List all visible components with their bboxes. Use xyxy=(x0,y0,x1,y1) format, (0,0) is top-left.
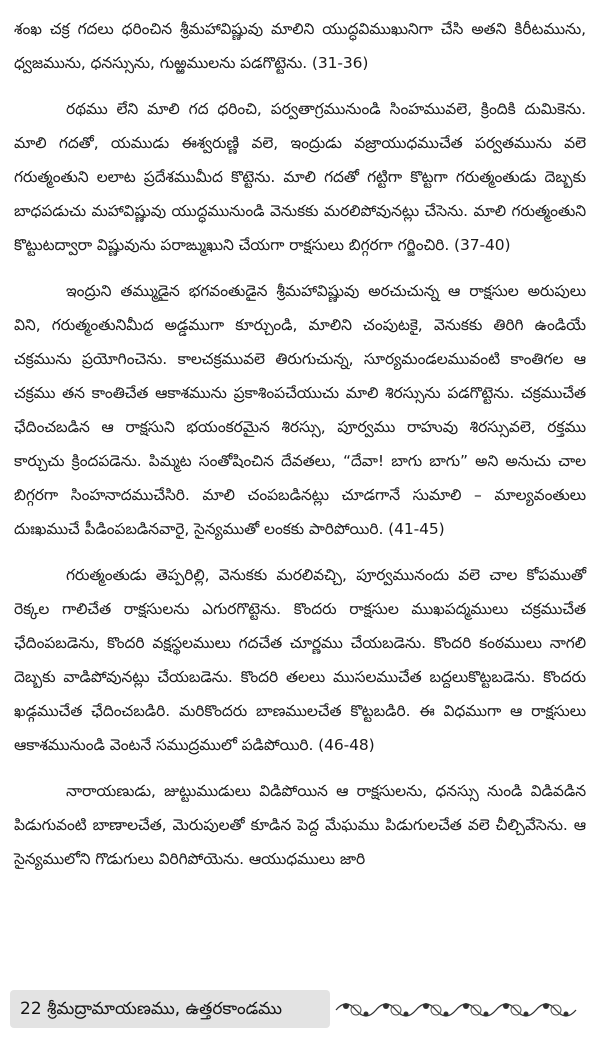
body-text xyxy=(14,12,586,888)
paragraph-4: గరుత్మంతుడు తెప్పరిల్లి, వెనుకకు మరలివచ్చి, పూర్వమునందు వలె చాల కోపముతో రెక్కల గాలిచేత రాక్షసులను ఎగురగొట్టెను. కొందరు రాక్షసుల ముఖపద్మములు చక్రముచేత ఛేదింపబడెను, కొందరి వక్షస్థలములు గదచేత చూర్ణము చేయబడెను. కొందరి కంఠములు నాగలి దెబ్బకు వాడిపోవునట్లు చేయబడెను. కొందరి తలలు ముసలముచేత బద్దలుకొట్టబడెను. కొందరు ఖడ్గముచేత ఛేదించబడిరి. మరికొందరు బాణములచేత కొట్టబడిరి. ఈ విధముగా ఆ రాక్షసులు ఆకాశమునుండి వెంటనే సముద్రములో పడిపోయిరి. (46-48) xyxy=(14,566,586,754)
paragraph-2: రథము లేని మాలి గద ధరించి, పర్వతాగ్రమునుండి సింహమువలె, క్రిందికి దుమికెను. మాలి గదతో, యముడు ఈశ్వరుణ్ణి వలె, ఇంద్రుడు వజ్రాయుధముచేత పర్వతమును వలె గరుత్మంతుని లలాట ప్రదేశముమీద కొట్టెను. మాలి గదతో గట్టిగా కొట్టగా గరుత్మంతుడు దెబ్బకు బాధపడుచు మహావిష్ణువు యుద్ధమునుండి వెనుకకు మరలిపోవునట్లు చేసెను. మాలి గరుత్మంతుని కొట్టుటద్వారా విష్ణువును పరాఙ్ముఖుని చేయగా రాక్షసులు బిగ్గరగా గర్జించిరి. (37-40) xyxy=(14,100,586,254)
footer-label: 22 శ్రీమద్రామాయణము, ఉత్తరకాండము xyxy=(20,999,283,1019)
floral-ornament-icon xyxy=(332,994,588,1024)
paragraph-5: నారాయణుడు, జుట్టుముడులు విడిపోయిన ఆ రాక్షసులను, ధనస్సు నుండి విడివడిన పిడుగువంటి బాణాలచేత, మెరుపులతో కూడిన పెద్ద మేఘము పిడుగులచేత వలె చీల్చివేసెను. ఆ సైన్యములోని గొడుగులు విరిగిపోయెను. ఆయుధములు జారి xyxy=(14,782,586,868)
page-footer xyxy=(10,990,590,1034)
paragraph-1: శంఖ చక్ర గదలు ధరించిన శ్రీమహావిష్ణువు మాలిని యుద్ధవిముఖునిగా చేసి అతని కిరీటమును, ధ్వజమును, ధనస్సును, గుఱ్ఱములను పడగొట్టెను. (31-36) xyxy=(14,20,586,72)
paragraph-3: ఇంద్రుని తమ్ముడైన భగవంతుడైన శ్రీమహావిష్ణువు అరచుచున్న ఆ రాక్షసుల అరుపులు విని, గరుత్మంతునిమీద అడ్డముగా కూర్చుండి, మాలిని చంపుటకై, వెనుకకు తిరిగి ఉండియే చక్రమును ప్రయోగించెను. కాలచక్రమువలె తిరుగుచున్న, సూర్యమండలమువంటి కాంతిగల ఆ చక్రము తన కాంతిచేత ఆకాశమును ప్రకాశింపచేయుచు మాలి శిరస్సును పడగొట్టెను. చక్రముచేత ఛేదించబడిన ఆ రాక్షసుని భయంకరమైన శిరస్సు, పూర్వము రాహువు శిరస్సువలె, రక్తము కార్చుచు క్రిందపడెను. పిమ్మట సంతోషించిన దేవతలు, “దేవా! బాగు బాగు” అని అనుచు చాల బిగ్గరగా సింహనాదముచేసిరి. మాలి చంపబడినట్లు చూడగానే సుమాలి – మాల్యవంతులు దుఃఖముచే పీడింపబడినవారై, సైన్యముతో లంకకు పారిపోయిరి. (41-45) xyxy=(14,282,586,538)
